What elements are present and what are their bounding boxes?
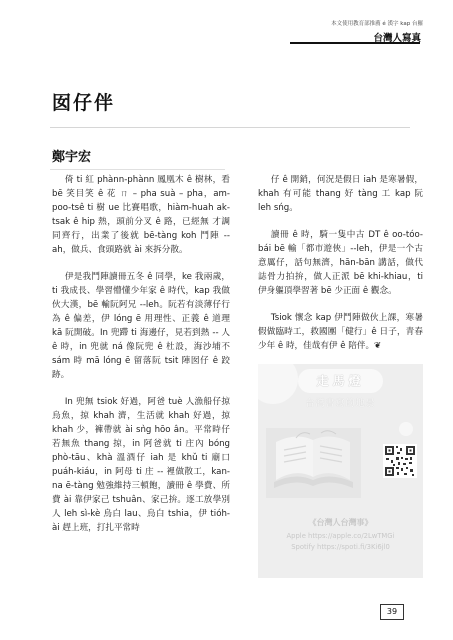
paragraph: Tsiok 懷念 kap 伊鬥陣做伙上課，寒暑假做臨時工，救國團「健行」ê 日子，青春少年 ê 時，佳哉有伊 ê 陪伴。❦	[258, 313, 423, 351]
spotify-link[interactable]: Spotify https://spoti.fi/3Ki6jl0	[291, 543, 390, 551]
author-name: 鄭宇宏	[52, 150, 92, 165]
header-rule	[290, 42, 420, 44]
ad-brand-logo: 走馬燈	[298, 369, 383, 393]
book-illustration-icon	[266, 428, 361, 498]
qr-code-icon	[383, 444, 417, 478]
right-column	[258, 173, 423, 366]
header-note: 本文使用教育部推薦 é 漢字 kap 台羅	[331, 21, 423, 27]
title-divider	[50, 127, 410, 128]
decor-circle	[399, 422, 413, 436]
apple-podcast-link[interactable]: Apple https://apple.co/2LwTMGi	[286, 532, 395, 540]
section-title: 台灣人寫真	[373, 33, 421, 44]
article-title: 囡仔伴	[52, 92, 116, 114]
paragraph: 仔 ê 開銷，何況是假日 iah 是寒暑假，khah 有可能 thang 好 tàng 工 kap 阮 leh sńg。	[258, 175, 423, 213]
page-number: 39	[380, 604, 404, 620]
paragraph: 倚 ti 紅 phànn-phànn 鳳凰木 ê 樹林，看 bē 笑目笑 ê 花 ㄇ – pha suà – pha，am-poo-tsê ti 樹 ue 比賽唱歌，hiàm-huah ak-tsak ê hip 熱，頭前分叉 ê 路，已經無 才調同齊行，出業了後就 bē-tàng koh 鬥陣 --ah，做兵、食頭路就 ài 來拆分散。	[52, 175, 230, 255]
podcast-title: 《台灣人台灣事》	[308, 518, 373, 527]
podcast-ad	[258, 364, 423, 578]
left-column	[52, 173, 230, 548]
author-divider	[50, 169, 225, 170]
ad-subtitle: 台灣書寫的地景	[305, 399, 376, 409]
paragraph: In 兜無 tsiok 好過，阿爸 tuè 人漁船仔掠烏魚，掠 khah 濟，生活就 khah 好過，掠 khah 少，褲帶就 ài sǹg hōo ân。平常時仔若無魚 thang 掠，in 阿爸就 ti 庄內 bóng phò-tāu、khà 溫酒仔 iah 是 khǔ ti 廟口 puáh-kiáu，in 阿母 ti 庄 -- 裡做散工，kan-na ē-tàng 勉強維持三頓飽，讀冊 ê 學費、所費 ài 靠伊家己 tshuân、家己拚。逐工放學別人 leh sì-kè 烏白 lau、烏白 tshia，伊 tióh-ài 趕上班，打扎平常時	[52, 397, 230, 533]
paragraph: 伊是我鬥陣讀冊五冬 ê 同學，ke 我兩歲，ti 我成長、學習懵懂少年家 ê 時代，kap 我做伙大漢，bē 輸阮阿兄 --leh。阮若有淡薄仔行為 ê 偏差，伊 lóng ē 用理性、正義 ê 道理 kā 阮開破。In 兜蹛 ti 海邊仔，見若到熱 -- 人 ê 時，in 兜就 ná 像阮兜 ê 杜設，海沙埔不 sám 時 mā lóng ē 留落阮 tsit 陣囡仔 ê 跤跡。	[52, 272, 230, 380]
paragraph: 讀冊 ê 時，騎一隻中古 DT ê oo-tóo-bái bē 輸「都市遊俠」--leh，伊是一个古意厲仔，話句無濟，hān-bān 講話，做代誌骨力拍拚，做人正派 bē khi-khiau，ti 伊身軀頂學習著 bē 少正面 ê 觀念。	[258, 230, 423, 296]
